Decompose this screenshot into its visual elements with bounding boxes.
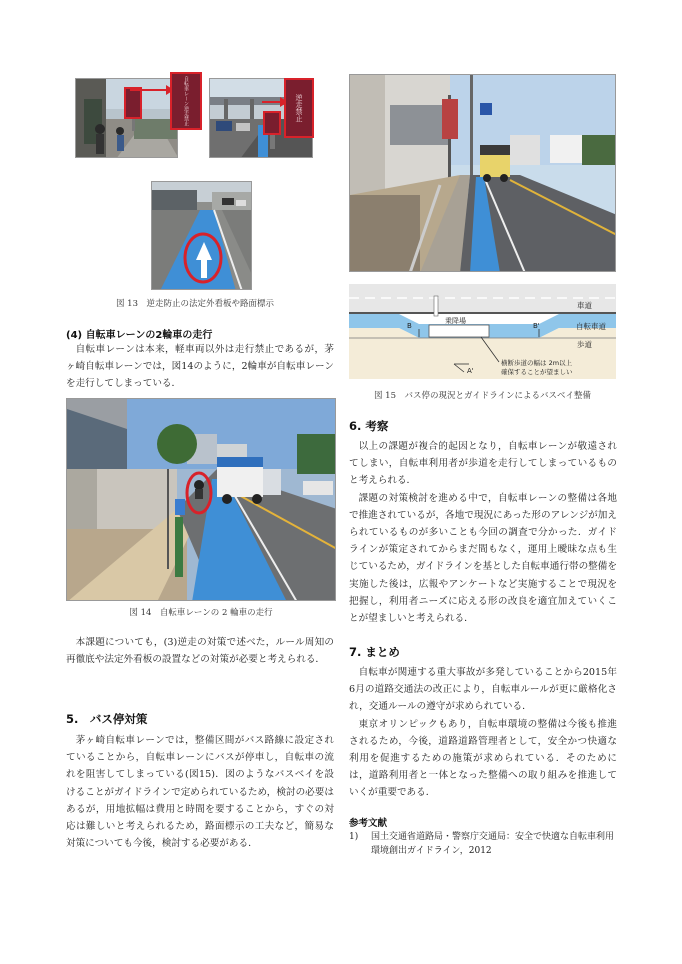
reference-item [349, 830, 617, 858]
section7-body [349, 664, 617, 802]
fig14-photo [66, 398, 336, 601]
fig15-label-platform: 乗降場 [445, 317, 466, 325]
section6-body [349, 438, 617, 627]
fig14-caption: 図 14 自転車レーンの 2 輪車の走行 [129, 608, 273, 618]
section4-paragraph [66, 341, 334, 393]
fig13-sign2-text: 逆走禁止 [295, 94, 303, 122]
reference-num: 1) [349, 832, 359, 842]
fig13-caption: 図 13 逆走防止の法定外看板や路面標示 [115, 299, 275, 309]
section4-paragraph-text: 自転車レーンは本来，軽車両以外は走行禁止であるが，茅ヶ崎自転車レーンでは，図14のように，2輪車が自転車レーンを走行してしまっている． [66, 344, 334, 390]
fig15-diagram [349, 284, 616, 379]
fig15-label-sidewalk: 歩道 [577, 340, 592, 349]
fig15-note-line1: 横断歩道の幅は 2m以上 [501, 359, 573, 367]
fig15-photo [349, 74, 616, 272]
fig13-arrow-1 [130, 84, 174, 96]
para-after-fig14 [66, 634, 334, 668]
para-after-fig14-text: 本課題についても，(3)逆走の対策で述べた，ルール周知の再徹底や法定外看板の設置などの対策が必要と考えられる． [66, 637, 334, 666]
section7-heading: 7. まとめ [349, 645, 400, 659]
fig13-sign-zoom-1 [170, 72, 202, 130]
fig15-label-b2: B' [533, 322, 540, 330]
section7-paragraph2: 東京オリンピックもあり，自転車環境の整備は今後も推進されるため，今後，道路道路管理者として，安全かつ快適な利用を促進するための施策が求められている．そのためには，道路利用者と一体となった整備への取り組みを推進していくが重要である． [349, 718, 617, 799]
fig15-label-lane: 自転車道 [576, 322, 606, 331]
reference-text: 国土交通省道路局・警察庁交通局：安全で快適な自転車利用環境創出ガイドライン，2012 [371, 832, 615, 856]
section5-heading: 5. バス停対策 [66, 712, 148, 726]
fig15-label-b: B [407, 322, 412, 330]
fig13-photo-road-marking [151, 181, 252, 290]
section6-heading: 6. 考察 [349, 419, 389, 433]
section4-heading: (4) 自転車レーンの2輪車の走行 [66, 330, 213, 341]
section5-paragraph [66, 732, 334, 852]
fig15-label-road: 車道 [577, 301, 592, 310]
section6-paragraph2: 課題の対策検討を進める中で，自転車レーンの整備は各地で推進されているが，各地で現況にあった形のアレンジが加えられているものが多いことも今回の調査で分かった．ガイドラインが策定されてからまだ間もなく，運用上曖昧な点も生じているため，ガイドラインを基とした自転車通行帯の整備を実施した後は，広報やアンケートなど実施することで現況を把握し，利用者ニーズに応える形の改良を適宜加えていくことが望ましいと考えられる． [349, 492, 617, 625]
fig15-note-line2: 確保することが望ましい [501, 368, 573, 376]
fig15-label-a: A' [467, 367, 474, 375]
references-heading: 参考文献 [349, 818, 388, 829]
fig15-caption: 図 15 バス停の現況とガイドラインによるバスベイ整備 [373, 391, 591, 401]
fig13-sign1-text: 自転車レーン逆走禁止 [183, 76, 189, 126]
section6-paragraph1: 以上の課題が複合的起因となり，自転車レーンが敬遠されてしまい，自転車利用者が歩道を走行してしまっているものと考えられる． [349, 441, 617, 487]
section5-paragraph-text: 茅ヶ崎自転車レーンでは，整備区間がバス路線に設定されていることから，自転車レーンにバスが停車し，自転車の流れを阻害してしまっている(図15)．図のようなバスベイを設けることがガイドラインで定められているため，検討の必要はあるが，用地拡幅は費用と時間を要することから，すぐの対応は難しいと考えられるため，路面標示の工夫など，簡易な対策についても今後，検討する必要がある． [66, 735, 334, 850]
section7-paragraph1: 自転車が関連する重大事故が多発していることから2015年6月の道路交通法の改正により，自転車ルールが更に厳格化され，交通ルールの遵守が求められている． [349, 667, 617, 713]
fig13-sign-zoom-2 [284, 78, 314, 138]
